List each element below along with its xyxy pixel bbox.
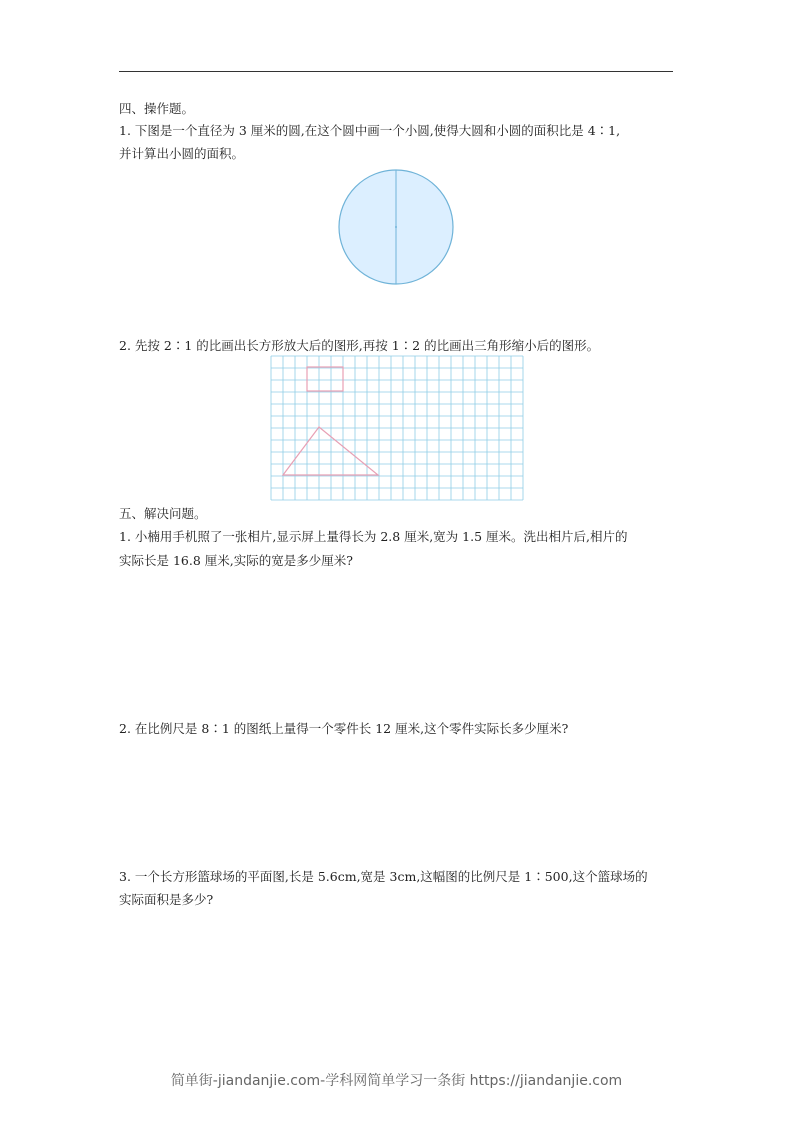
rectangle-shape <box>307 367 343 391</box>
grid-figure <box>270 355 524 501</box>
triangle-shape <box>283 427 378 475</box>
s5-q1-line1: 1. 小楠用手机照了一张相片,显示屏上量得长为 2.8 厘米,宽为 1.5 厘米。洗出相片后,相片的 <box>119 529 628 544</box>
top-rule <box>119 71 673 72</box>
s4-q1-line2: 并计算出小圆的面积。 <box>119 146 245 161</box>
s5-q2: 2. 在比例尺是 8∶1 的图纸上量得一个零件长 12 厘米,这个零件实际长多少厘米? <box>119 721 569 736</box>
s5-q3-line1: 3. 一个长方形篮球场的平面图,长是 5.6cm,宽是 3cm,这幅图的比例尺是 1∶500,这个篮球场的 <box>119 869 648 884</box>
s4-q1-line1: 1. 下图是一个直径为 3 厘米的圆,在这个圆中画一个小圆,使得大圆和小圆的面积比是 4∶1, <box>119 123 621 138</box>
s5-q3-line2: 实际面积是多少? <box>119 892 214 907</box>
section4-title: 四、操作题。 <box>119 101 195 116</box>
grid-lines <box>271 356 523 500</box>
footer-watermark: 简单街-jiandanjie.com-学科网简单学习一条街 https://jiandanjie.com <box>170 1073 623 1089</box>
section5-title: 五、解决问题。 <box>119 506 207 521</box>
s4-q2: 2. 先按 2∶1 的比画出长方形放大后的图形,再按 1∶2 的比画出三角形缩小后的图形。 <box>119 338 600 353</box>
diameter-circle-figure <box>336 168 456 288</box>
circle-center <box>395 226 397 228</box>
s5-q1-line2: 实际长是 16.8 厘米,实际的宽是多少厘米? <box>119 553 353 568</box>
